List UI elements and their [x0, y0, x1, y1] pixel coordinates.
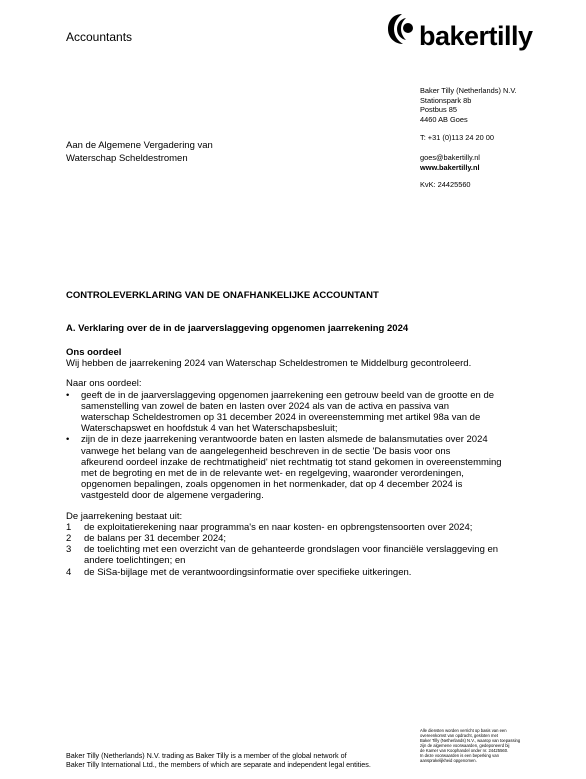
- sender-phone: T: +31 (0)113 24 20 00: [420, 133, 495, 142]
- address-line: Postbus 85: [420, 105, 457, 115]
- recipient-line: Aan de Algemene Vergadering van: [66, 140, 213, 151]
- item-line: de toelichting met een overzicht van de gehanteerde grondslagen voor financiële verslaggeving en: [84, 544, 499, 556]
- item-number: 1: [66, 521, 72, 533]
- composition-item: [66, 522, 526, 533]
- bullet-line: opgenomen bepalingen, zoals opgenomen in het normenkader, dat op 4 december 2024 is: [81, 479, 463, 491]
- sender-contact: [420, 153, 480, 172]
- opinion-lead: Naar ons oordeel:: [66, 378, 142, 390]
- sender-address: [420, 86, 517, 124]
- disclaimer-line: Alle diensten worden verricht op basis van een: [420, 728, 507, 733]
- document-body: [66, 347, 526, 578]
- item-line: de exploitatierekening naar programma's en naar kosten- en opbrengstensoorten over 2024;: [84, 521, 473, 533]
- disclaimer-line: overeenkomst van opdracht, gesloten met: [420, 733, 498, 738]
- bullet-line: geeft de in de jaarverslaggeving opgenomen jaarrekening een getrouw beeld van de grootte en de: [81, 389, 495, 401]
- opinion-heading: Ons oordeel: [66, 347, 122, 358]
- address-line: Baker Tilly (Netherlands) N.V.: [420, 86, 517, 95]
- bullet-marker: •: [66, 389, 70, 401]
- bullet-line: samenstelling van zowel de baten en lasten over 2024 als van de activa en passiva van: [81, 400, 450, 412]
- disclaimer-line: Baker Tilly (Netherlands) N.V., waarop van toepassing: [420, 738, 521, 743]
- opinion-intro: Wij hebben de jaarrekening 2024 van Waterschap Scheldestromen te Middelburg gecontroleerd.: [66, 358, 472, 370]
- page-footer: [66, 752, 376, 770]
- composition-lead: De jaarrekening bestaat uit:: [66, 510, 183, 522]
- bullet-line: Waterschapswet en hoofdstuk 4 van het Waterschapsbesluit;: [81, 423, 338, 435]
- document-title: CONTROLEVERKLARING VAN DE ONAFHANKELIJKE ACCOUNTANT: [66, 290, 379, 301]
- bullet-line: vanwege het belang van de aangelegenheid beschreven in de sectie 'De basis voor ons: [81, 445, 451, 457]
- disclaimer-line: de Kamer van Koophandel onder nr. 24425560.: [420, 748, 509, 753]
- bullet-line: met de begroting en met de in de relevante wet- en regelgeving, waaronder verordeningen,: [81, 468, 464, 480]
- bullet-line: afkeurend oordeel inzake de rechtmatigheid' niet rechtmatig tot stand gekomen in overeenstemming: [81, 456, 502, 468]
- legal-disclaimer: [420, 728, 532, 763]
- composition-item: [66, 544, 526, 566]
- logo-wordmark: bakertilly: [419, 21, 533, 51]
- department-label: Accountants: [66, 30, 133, 44]
- item-line: de SiSa-bijlage met de verantwoordingsinformatie over specifieke uitkeringen.: [84, 566, 412, 578]
- address-line: Stationspark 8b: [420, 95, 472, 105]
- item-number: 2: [66, 533, 72, 545]
- item-line: andere toelichtingen; en: [84, 555, 186, 567]
- sender-website[interactable]: www.bakertilly.nl: [420, 162, 480, 172]
- bullet-line: vastgesteld door de algemene vergadering.: [81, 490, 264, 502]
- bakertilly-logo: [388, 12, 548, 54]
- composition-item: [66, 533, 526, 544]
- recipient-block: [66, 140, 213, 165]
- footer-line: Baker Tilly International Ltd., the members of which are separate and independent legal entities.: [66, 759, 371, 769]
- item-number: 4: [66, 566, 72, 578]
- sender-email[interactable]: goes@bakertilly.nl: [420, 153, 480, 162]
- recipient-line: Waterschap Scheldestromen: [66, 152, 188, 164]
- opinion-bullet: [66, 390, 526, 435]
- disclaimer-line: In deze voorwaarden is een beperking van: [420, 753, 499, 758]
- bullet-line: waterschap Scheldestromen op 31 december 2024 in overeenstemming met artikel 98a van de: [81, 412, 481, 424]
- disclaimer-line: aansprakelijkheid opgenomen.: [420, 758, 477, 763]
- section-a-heading: A. Verklaring over de in de jaarverslaggeving opgenomen jaarrekening 2024: [66, 323, 409, 334]
- item-line: de balans per 31 december 2024;: [84, 533, 227, 545]
- item-number: 3: [66, 544, 72, 556]
- sender-kvk: KvK: 24425560: [420, 180, 471, 189]
- footer-line: Baker Tilly (Netherlands) N.V. trading as Baker Tilly is a member of the global network of: [66, 751, 347, 760]
- composition-item: [66, 567, 526, 578]
- disclaimer-line: zijn de algemene voorwaarden, gedeponeerd bij: [420, 743, 510, 748]
- bakertilly-swirl-icon: [388, 12, 416, 46]
- bullet-line: zijn de in deze jaarrekening verantwoorde baten en lasten alsmede de balansmutaties over 2024: [81, 434, 488, 446]
- address-line: 4460 AB Goes: [420, 114, 468, 124]
- bullet-marker: •: [66, 434, 70, 446]
- opinion-bullet: [66, 434, 526, 501]
